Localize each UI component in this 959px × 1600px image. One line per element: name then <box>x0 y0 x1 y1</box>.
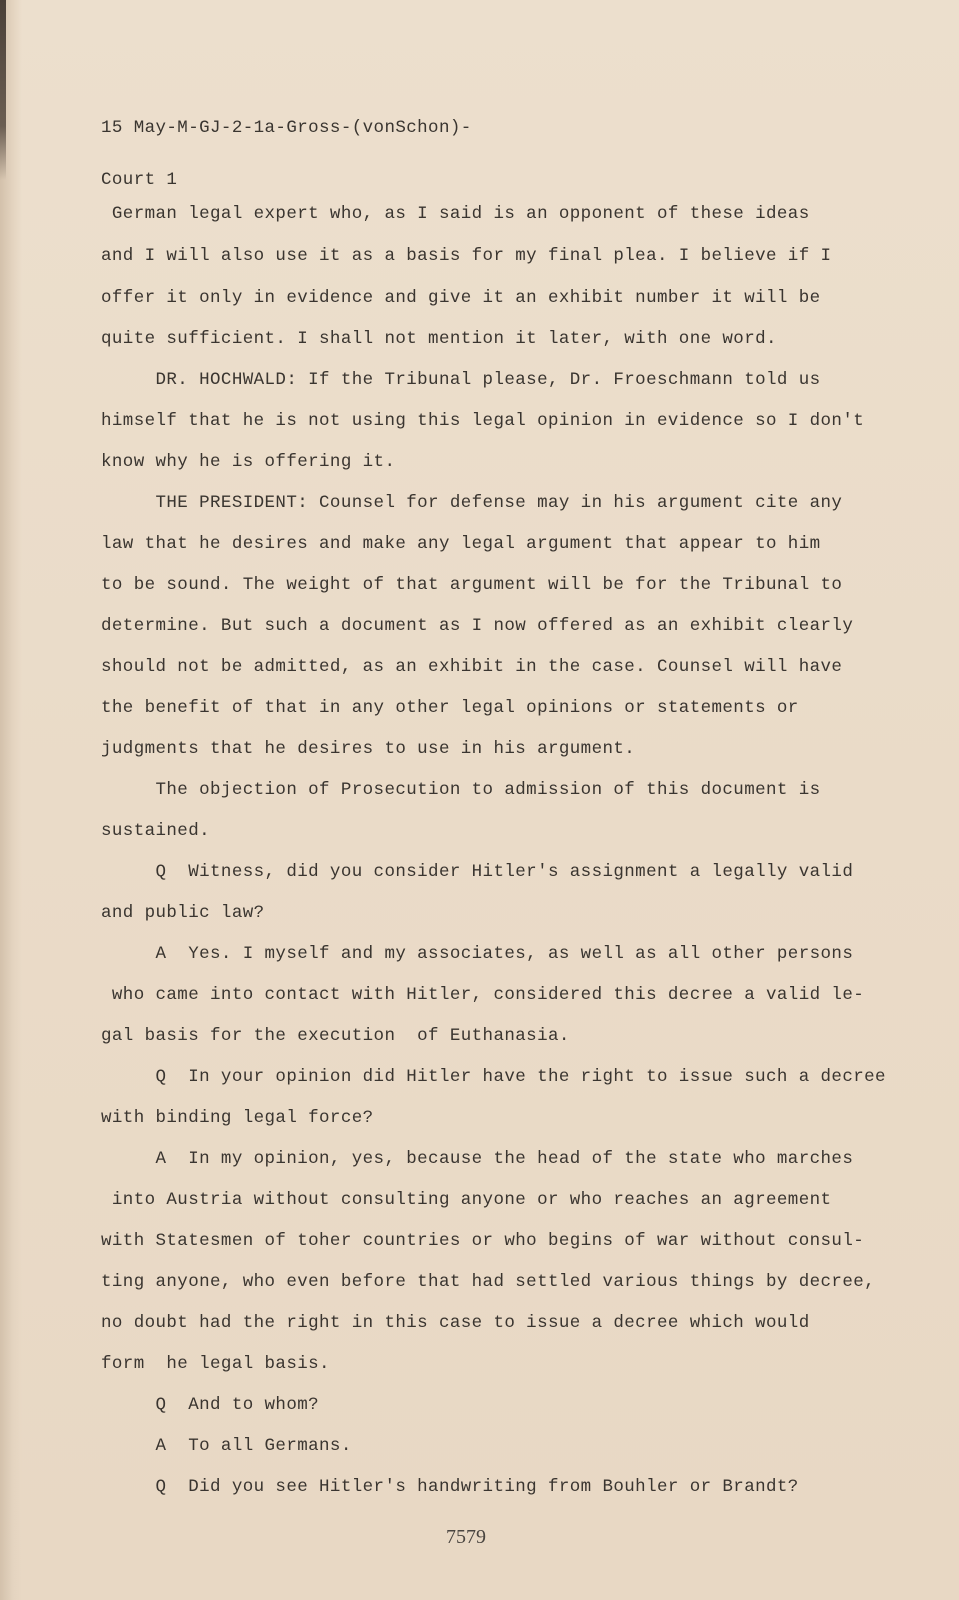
text-line: THE PRESIDENT: Counsel for defense may in his argument cite any <box>101 493 843 513</box>
text-line: know why he is offering it. <box>101 452 396 472</box>
court-label: Court 1 <box>101 170 178 190</box>
text-line: who came into contact with Hitler, considered this decree a valid le- <box>101 985 865 1005</box>
text-line: judgments that he desires to use in his argument. <box>101 739 636 759</box>
text-line: German legal expert who, as I said is an opponent of these ideas <box>101 204 810 224</box>
text-line: sustained. <box>101 821 211 841</box>
text-line: DR. HOCHWALD: If the Tribunal please, Dr. Froeschmann told us <box>101 370 821 390</box>
text-line: determine. But such a document as I now offered as an exhibit clearly <box>101 616 854 636</box>
text-line: to be sound. The weight of that argument will be for the Tribunal to <box>101 575 843 595</box>
text-line: should not be admitted, as an exhibit in the case. Counsel will have <box>101 657 843 677</box>
document-header: 15 May-M-GJ-2-1a-Gross-(vonSchon)- <box>101 118 472 138</box>
text-line: form he legal basis. <box>101 1354 330 1374</box>
text-line: and public law? <box>101 903 265 923</box>
text-line: into Austria without consulting anyone or who reaches an agreement <box>101 1190 832 1210</box>
text-line: The objection of Prosecution to admission of this document is <box>101 780 821 800</box>
text-line: offer it only in evidence and give it an exhibit number it will be <box>101 288 821 308</box>
text-line: Q Witness, did you consider Hitler's assignment a legally valid <box>101 862 854 882</box>
text-line: Q And to whom? <box>101 1395 320 1415</box>
text-line: and I will also use it as a basis for my final plea. I believe if I <box>101 246 832 266</box>
paper-torn-corner <box>0 0 6 180</box>
text-line: gal basis for the execution of Euthanasia. <box>101 1026 570 1046</box>
page-number: 7579 <box>446 1526 486 1548</box>
text-line: with Statesmen of toher countries or who begins of war without consul- <box>101 1231 865 1251</box>
text-line: no doubt had the right in this case to issue a decree which would <box>101 1313 810 1333</box>
text-line: with binding legal force? <box>101 1108 374 1128</box>
text-line: law that he desires and make any legal argument that appear to him <box>101 534 821 554</box>
text-line: quite sufficient. I shall not mention it later, with one word. <box>101 329 777 349</box>
text-line: Q Did you see Hitler's handwriting from Bouhler or Brandt? <box>101 1477 799 1497</box>
text-line: ting anyone, who even before that had settled various things by decree, <box>101 1272 876 1292</box>
text-line: the benefit of that in any other legal opinions or statements or <box>101 698 799 718</box>
text-line: A Yes. I myself and my associates, as well as all other persons <box>101 944 854 964</box>
paper-left-edge <box>0 0 22 1600</box>
text-line: A To all Germans. <box>101 1436 352 1456</box>
text-line: A In my opinion, yes, because the head of the state who marches <box>101 1149 854 1169</box>
text-line: himself that he is not using this legal opinion in evidence so I don't <box>101 411 865 431</box>
text-line: Q In your opinion did Hitler have the right to issue such a decree <box>101 1067 886 1087</box>
